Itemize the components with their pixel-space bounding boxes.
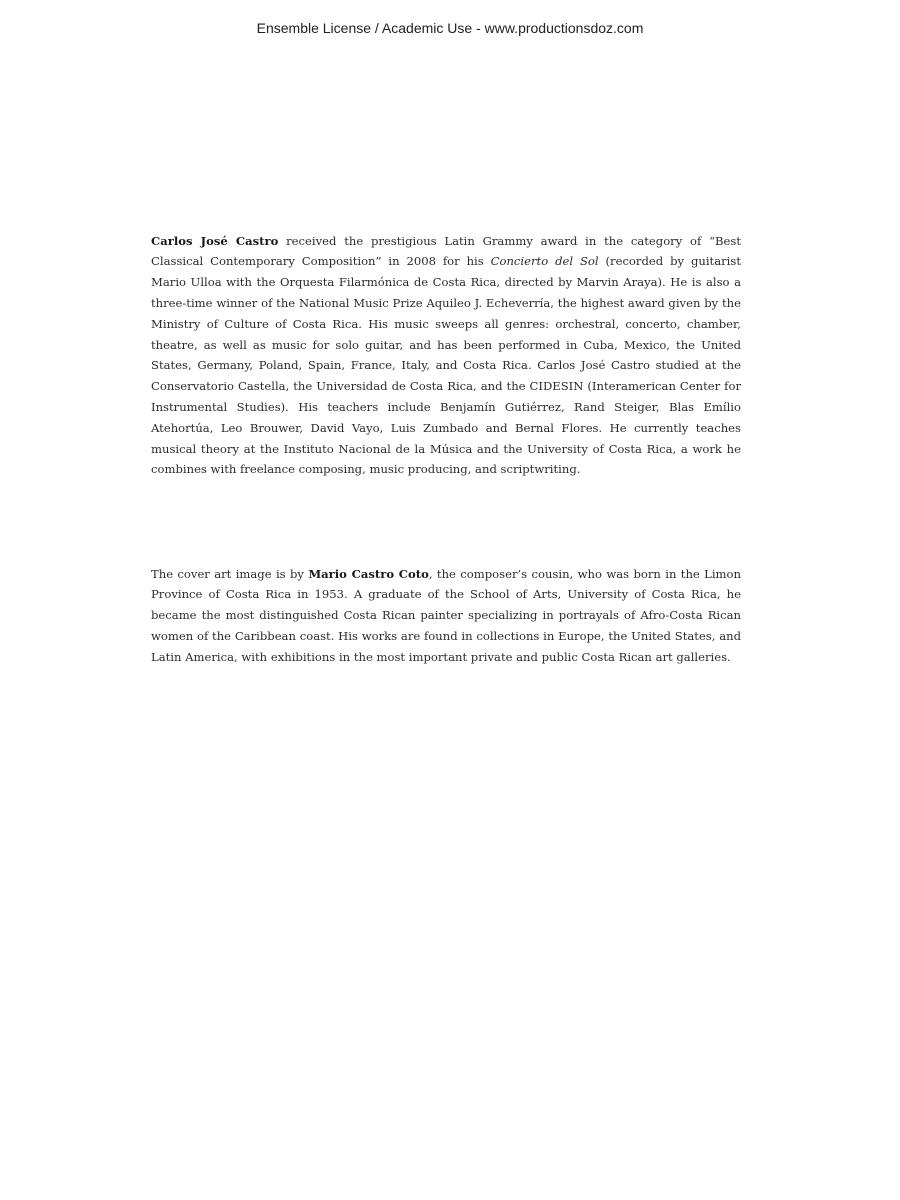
composer-name: Carlos José Castro [151, 233, 279, 248]
work-title: Concierto del Sol [490, 254, 599, 269]
cover-text-part-1: The cover art image is by [151, 566, 309, 581]
composer-biography [151, 231, 741, 481]
cover-art-credit [151, 564, 741, 668]
bio-text-part-2: (recorded by guitarist Mario Ulloa with the Orquesta Filarmónica de Costa Rica, directed by Marvin Araya). He is also a three-time winner of the National Music Prize Aquileo J. Echeverría, the highest award given by the Ministry of Culture of Costa Rica. His music sweeps all genres: orchestral, concerto, chamber, theatre, as well as music for solo guitar, and has been performed in Cuba, Mexico, the United States, Germany, Poland, Spain, France, Italy, and Costa Rica. Carlos José Castro studied at the Conservatorio Castella, the Universidad de Costa Rica, and the CIDESIN (Interamerican Center for Instrumental Studies). His teachers include Benjamín Gutiérrez, Rand Steiger, Blas Emílio Atehortúa, Leo Brouwer, David Vayo, Luis Zumbado and Bernal Flores. He currently teaches musical theory at the Instituto Nacional de la Música and the University of Costa Rica, a work he combines with freelance composing, music producing, and scriptwriting. [151, 254, 741, 477]
painter-name: Mario Castro Coto [308, 566, 429, 581]
cover-text-part-2: , the composer’s cousin, who was born in the Limon Province of Costa Rica in 1953. A graduate of the School of Arts, University of Costa Rica, he became the most distinguished Costa Rican painter specializing in portrayals of Afro-Costa Rican women of the Caribbean coast. His works are found in collections in Europe, the United States, and Latin America, with exhibitions in the most important private and public Costa Rican art galleries. [151, 566, 741, 664]
license-header: Ensemble License / Academic Use - www.productionsdoz.com [256, 20, 644, 36]
bio-text-part-1: received the prestigious Latin Grammy award in the category of “Best Classical Contemporary Composition” in 2008 for his [151, 233, 742, 269]
